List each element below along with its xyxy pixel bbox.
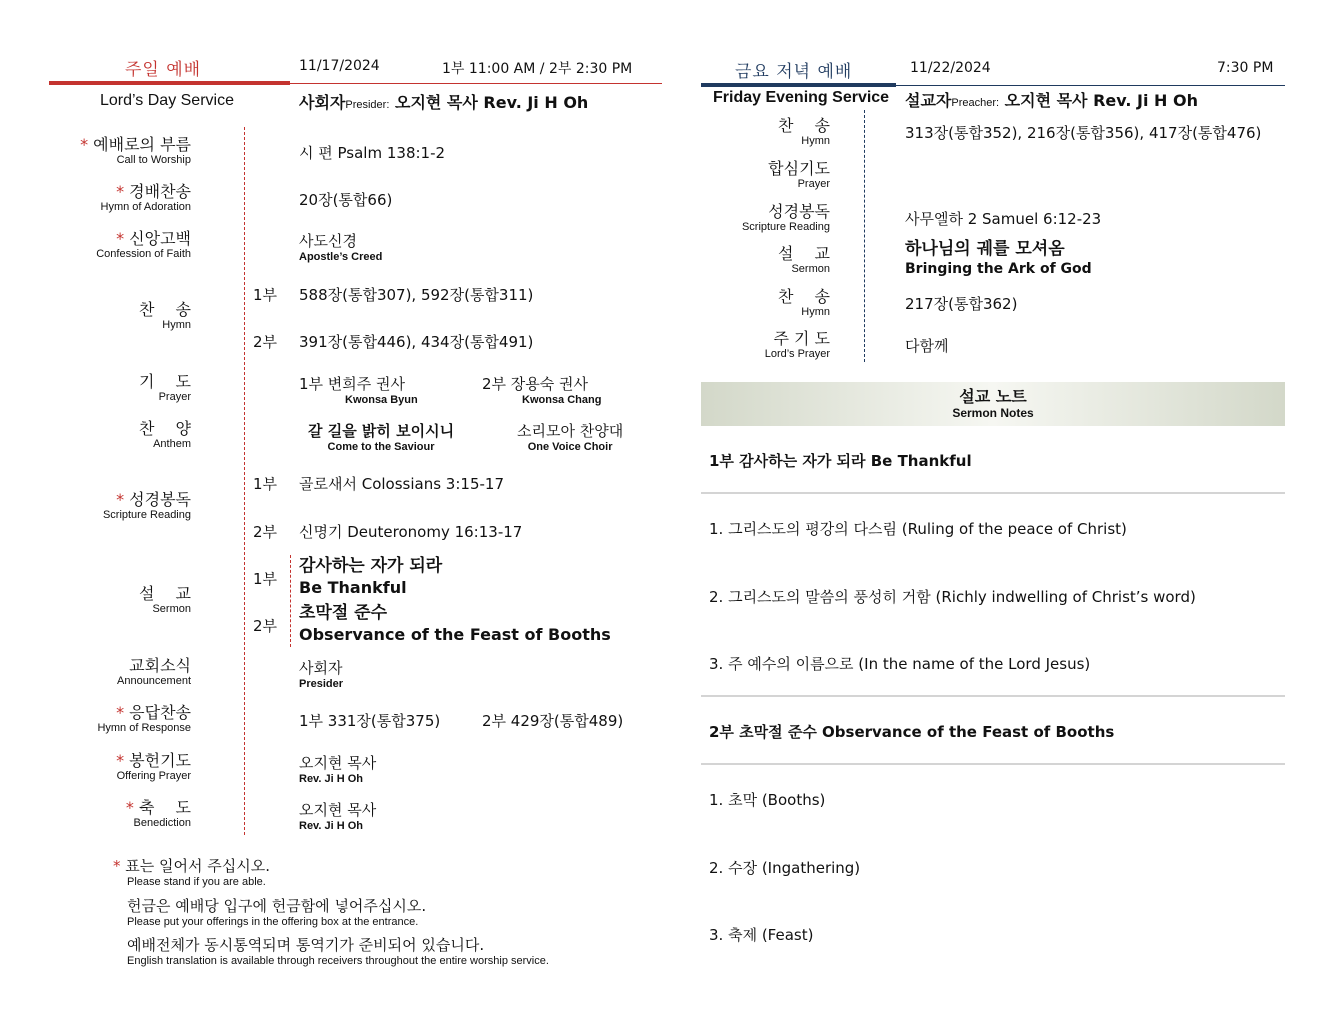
notes-part1-point: 3. 주 예수의 이름으로 (In the name of the Lord Jesus)	[709, 655, 1091, 673]
anthem-title: 갈 길을 밝히 보이시니 Come to the Saviour	[308, 422, 455, 453]
sermon-part2-value: 초막절 준수 Observance of the Feast of Booths	[299, 603, 611, 644]
friday-date: 11/22/2024	[910, 60, 991, 76]
presider-name: 오지현 목사 Rev. Ji H Oh	[394, 93, 589, 112]
footnote-offering: 헌금은 예배당 입구에 헌금함에 넣어주십시오. Please put your offerings in the offering box at the entrance.	[127, 897, 427, 928]
preacher-name: 오지현 목사 Rev. Ji H Oh	[1004, 91, 1198, 110]
sunday-header-rule	[290, 83, 662, 84]
scripture-part1-value: 골로새서 Colossians 3:15-17	[299, 475, 504, 493]
notes-part1-title: 1부 감사하는 자가 되라 Be Thankful	[709, 452, 972, 470]
scripture-part2-value: 신명기 Deuteronomy 16:13-17	[299, 523, 523, 541]
sermon-notes-title: 설교 노트	[959, 387, 1027, 406]
notes-divider	[701, 763, 1285, 765]
friday-time: 7:30 PM	[1217, 60, 1274, 76]
label-hymn: 찬 송 Hymn	[139, 300, 191, 331]
notes-part2-point: 1. 초막 (Booths)	[709, 791, 826, 809]
call-to-worship-value: 시 편 Psalm 138:1-2	[299, 144, 446, 162]
preacher-label: 설교자	[905, 91, 952, 110]
friday-divider	[864, 110, 865, 362]
friday-label-hymn-1: 찬 송 Hymn	[778, 116, 830, 147]
presider-label-en: Presider:	[345, 99, 390, 111]
label-benediction: * 축 도 Benediction	[125, 798, 191, 829]
notes-divider	[701, 695, 1285, 697]
label-hymn-of-adoration: * 경배찬송 Hymn of Adoration	[100, 182, 191, 213]
presider-line	[299, 90, 588, 113]
friday-label-hymn-2: 찬 송 Hymn	[778, 287, 830, 318]
sermon-notes-title-en: Sermon Notes	[952, 406, 1034, 420]
sunday-title-rule	[49, 81, 290, 85]
notes-part2-title: 2부 초막절 준수 Observance of the Feast of Booths	[709, 723, 1115, 741]
hymn-part1-value: 588장(통합307), 592장(통합311)	[299, 286, 534, 304]
prayer-value-2: 2부 장용숙 권사 Kwonsa Chang	[482, 375, 602, 406]
label-prayer: 기 도 Prayer	[139, 372, 191, 403]
sunday-title: 주일 예배	[125, 60, 202, 80]
label-announcement: 교회소식 Announcement	[117, 656, 191, 687]
label-scripture-reading: * 성경봉독 Scripture Reading	[102, 490, 191, 521]
friday-title: 금요 저녁 예배	[735, 62, 853, 82]
sermon-part2-label: 2부	[253, 617, 278, 635]
friday-hymn-1-value: 313장(통합352), 216장(통합356), 417장(통합476)	[905, 124, 1262, 142]
friday-label-scripture: 성경봉독 Scripture Reading	[741, 202, 830, 233]
label-call-to-worship: * 예배로의 부름 Call to Worship	[80, 135, 191, 166]
hymn-of-adoration-value: 20장(통합66)	[299, 191, 393, 209]
label-sermon: 설 교 Sermon	[139, 584, 191, 615]
announcement-value: 사회자 Presider	[299, 659, 344, 690]
label-confession-of-faith: * 신앙고백 Confession of Faith	[96, 229, 191, 260]
sunday-times: 1부 11:00 AM / 2부 2:30 PM	[442, 61, 633, 77]
notes-divider	[701, 492, 1285, 494]
confession-value: 사도신경 Apostle’s Creed	[299, 232, 383, 263]
friday-subtitle: Friday Evening Service	[713, 89, 890, 106]
friday-title-rule	[701, 83, 896, 87]
friday-scripture-value: 사무엘하 2 Samuel 6:12-23	[905, 210, 1102, 228]
notes-part2-point: 3. 축제 (Feast)	[709, 926, 814, 944]
footnote-stand: * 표는 일어서 주십시오. Please stand if you are able.	[113, 857, 270, 888]
hymn-part2-value: 391장(통합446), 434장(통합491)	[299, 333, 534, 351]
anthem-choir: 소리모아 찬양대 One Voice Choir	[517, 422, 624, 453]
friday-lords-prayer-value: 다함께	[905, 337, 949, 355]
sunday-divider	[244, 127, 245, 835]
label-offering-prayer: * 봉헌기도 Offering Prayer	[116, 751, 191, 782]
preacher-line	[905, 88, 1198, 111]
sermon-notes-band	[701, 382, 1285, 426]
friday-label-lords-prayer: 주 기 도 Lord’s Prayer	[764, 329, 830, 360]
label-anthem: 찬 양 Anthem	[139, 419, 191, 450]
offering-prayer-value: 오지현 목사 Rev. Ji H Oh	[299, 754, 377, 785]
preacher-label-en: Preacher:	[951, 97, 1000, 109]
label-hymn-of-response: * 응답찬송 Hymn of Response	[97, 703, 191, 734]
friday-label-prayer: 합심기도 Prayer	[768, 159, 830, 190]
notes-part2-point: 2. 수장 (Ingathering)	[709, 859, 861, 877]
scripture-part1-label: 1부	[253, 475, 278, 493]
sermon-divider	[290, 555, 291, 647]
presider-label: 사회자	[299, 93, 346, 112]
sermon-part1-value: 감사하는 자가 되라 Be Thankful	[299, 556, 443, 597]
notes-part1-point: 1. 그리스도의 평강의 다스림 (Ruling of the peace of Christ)	[709, 520, 1127, 538]
friday-hymn-2-value: 217장(통합362)	[905, 295, 1018, 313]
friday-sermon-value: 하나님의 궤를 모셔옴 Bringing the Ark of God	[905, 239, 1092, 277]
hymn-part2-label: 2부	[253, 333, 278, 351]
scripture-part2-label: 2부	[253, 523, 278, 541]
friday-label-sermon: 설 교 Sermon	[778, 244, 830, 275]
hymn-part1-label: 1부	[253, 286, 278, 304]
sunday-date: 11/17/2024	[299, 58, 380, 74]
sermon-part1-label: 1부	[253, 570, 278, 588]
sunday-subtitle: Lord’s Day Service	[100, 92, 234, 109]
response-value-1: 1부 331장(통합375)	[299, 712, 441, 730]
friday-header-rule	[896, 85, 1285, 86]
benediction-value: 오지현 목사 Rev. Ji H Oh	[299, 801, 377, 832]
notes-part1-point: 2. 그리스도의 말씀의 풍성히 거함 (Richly indwelling of Christ’s word)	[709, 588, 1196, 606]
prayer-value-1: 1부 변희주 권사 Kwonsa Byun	[299, 375, 418, 406]
response-value-2: 2부 429장(통합489)	[482, 712, 624, 730]
footnote-translation: 예배전체가 동시통역되며 통역기가 준비되어 있습니다. English translation is available through receivers throughout the entire worship service.	[127, 936, 549, 967]
